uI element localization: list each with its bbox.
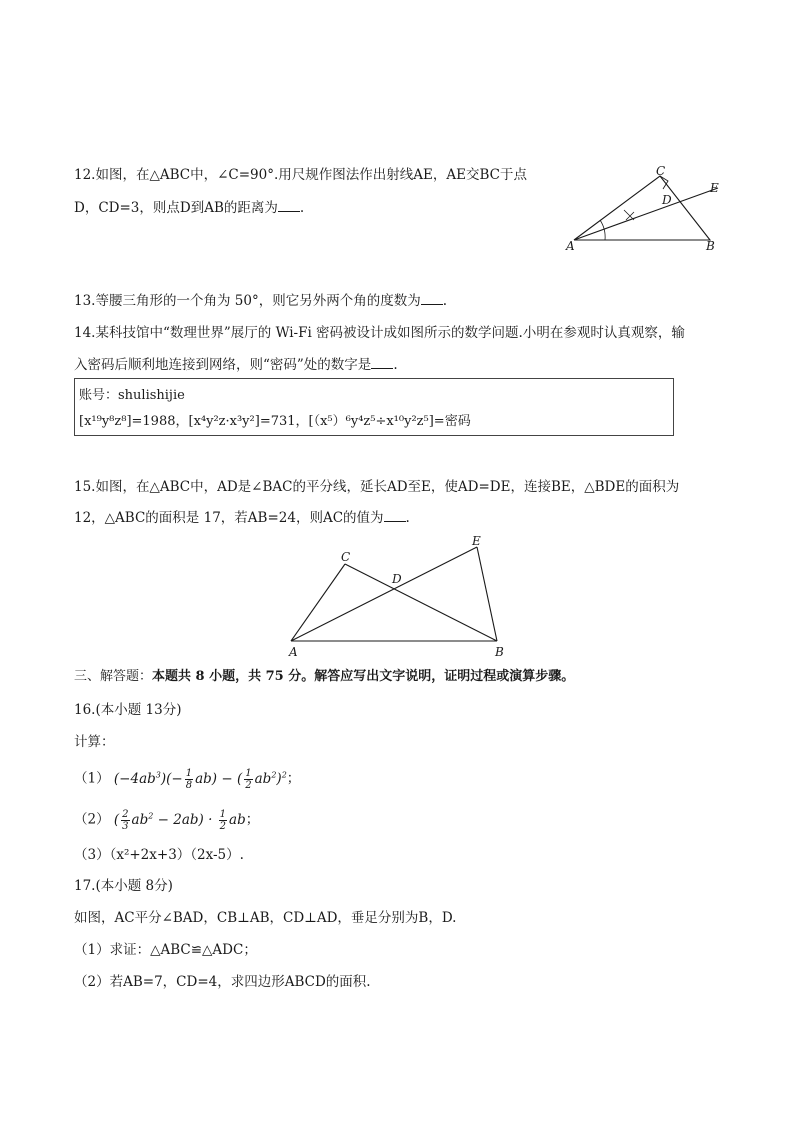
q16-title: 16.(本小题 13分) bbox=[74, 702, 182, 718]
answer-blank bbox=[371, 356, 393, 369]
label-c: C bbox=[341, 550, 351, 564]
label-a: A bbox=[566, 239, 575, 253]
section3-heading bbox=[74, 668, 574, 686]
q13-text: 13.等腰三角形的一个角为 50°，则它另外两个角的度数为 bbox=[74, 293, 421, 309]
segment-ae bbox=[291, 547, 477, 641]
q14-line2-text: 入密码后顺利地连接到网络，则“密码”处的数字是 bbox=[74, 357, 372, 373]
q15-line2-text: 12，△ABC的面积是 17，若AB=24，则AC的值为 bbox=[74, 510, 384, 526]
label-d: D bbox=[662, 193, 672, 207]
answer-blank bbox=[384, 509, 406, 522]
q16-p1-label: （1） bbox=[74, 770, 110, 787]
q12-triangle-figure bbox=[560, 162, 730, 257]
arc-intersection-mark bbox=[624, 210, 634, 220]
q15-line2 bbox=[74, 509, 410, 527]
q17-title: 17.(本小题 8分) bbox=[74, 878, 173, 894]
q16-p2-label: （2） bbox=[74, 811, 110, 828]
segment-eb bbox=[477, 547, 497, 641]
box-account-row: 账号：shulishijie bbox=[79, 388, 185, 403]
section3-prefix: 三、解答题： bbox=[74, 669, 153, 684]
q16-part3: （3）（x²+2x+3）（2x-5）. bbox=[74, 847, 244, 863]
q16-p2-expression: ( $\frac{2}{3}$ $ab^2 - 2ab$) · $\frac{1}{2}$ ab bbox=[113, 808, 246, 832]
segment-ac bbox=[291, 564, 345, 641]
q14-line2 bbox=[74, 356, 398, 374]
ray-ae bbox=[574, 188, 718, 240]
q15-figure bbox=[285, 535, 515, 660]
q15-line2-end: . bbox=[405, 510, 410, 526]
answer-blank bbox=[421, 292, 443, 305]
label-c: C bbox=[656, 164, 666, 178]
q12-line2 bbox=[74, 199, 304, 217]
label-e: E bbox=[710, 181, 719, 195]
answer-blank bbox=[278, 199, 300, 212]
label-b: B bbox=[706, 239, 715, 253]
q12-line2-end: . bbox=[299, 200, 305, 216]
q14-line1: 14.某科技馆中“数理世界”展厅的 Wi-Fi 密码被设计成如图所示的数学问题.小明在参观时认真观察，输 bbox=[74, 325, 685, 341]
label-e: E bbox=[472, 534, 481, 548]
label-d: D bbox=[392, 572, 402, 586]
q13-line bbox=[74, 292, 447, 310]
q17-text: 如图，AC平分∠BAD，CB⊥AB，CD⊥AD，垂足分别为B，D. bbox=[74, 910, 457, 926]
q14-line2-end: . bbox=[393, 357, 398, 373]
q13-end: . bbox=[442, 293, 447, 309]
q16-part1: （1） $(-4ab^3)(-$ $\frac{1}{8}$ ab) − ( $\frac{1}{2}$ $ab^2)^2$； bbox=[74, 767, 301, 791]
box-formula-row: [x¹⁹y⁸z⁸]=1988，[x⁴y²z·x³y²]=731，[（x⁵）⁶y⁴z⁵÷x¹⁰y²z⁵]=密码 bbox=[79, 414, 471, 429]
triangle-abc bbox=[574, 176, 710, 240]
q16-intro: 计算： bbox=[74, 734, 115, 750]
label-a: A bbox=[289, 645, 298, 659]
q15-line1: 15.如图，在△ABC中，AD是∠BAC的平分线，延长AD至E，使AD=DE，连接BE，△BDE的面积为 bbox=[74, 479, 680, 495]
q12-line2-text: D，CD=3，则点D到AB的距离为 bbox=[74, 200, 278, 216]
section3-instructions: 本题共 8 小题，共 75 分。解答应写出文字说明，证明过程或演算步骤。 bbox=[152, 669, 575, 684]
label-b: B bbox=[495, 645, 504, 659]
q17-part1: （1）求证：△ABC≌△ADC； bbox=[74, 942, 257, 958]
wifi-password-box bbox=[74, 378, 674, 436]
q16-p1-expression: $(-4ab^3)(-$ $\frac{1}{8}$ ab) − ( $\frac{1}{2}$ $ab^2)^2$ bbox=[113, 767, 287, 791]
q17-part2: （2）若AB=7，CD=4，求四边形ABCD的面积. bbox=[74, 974, 371, 990]
q12-line1: 12.如图，在△ABC中，∠C=90°.用尺规作图法作出射线AE，AE交BC于点 bbox=[74, 167, 527, 183]
q16-part2: （2） ( $\frac{2}{3}$ $ab^2 - 2ab$) · $\frac{1}{2}$ ab； bbox=[74, 808, 260, 832]
